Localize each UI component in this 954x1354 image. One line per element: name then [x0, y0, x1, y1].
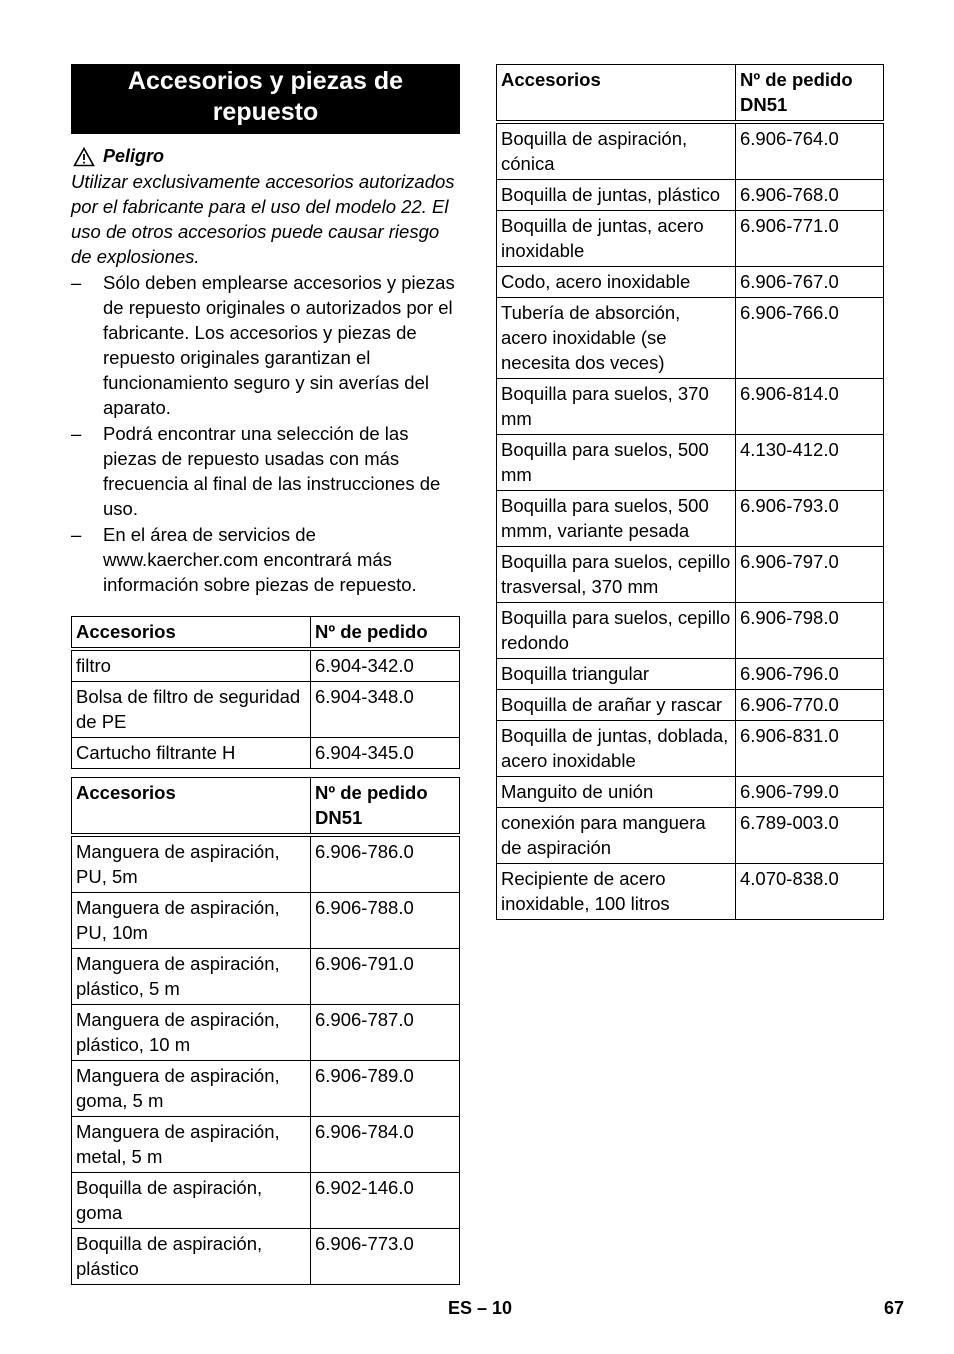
column-header-accessory: Accesorios: [72, 617, 311, 650]
table-row: [72, 949, 460, 1005]
order-number-cell: 6.906-814.0: [736, 379, 884, 435]
order-number-cell: 6.906-767.0: [736, 267, 884, 298]
column-header-accessory: Accesorios: [72, 778, 311, 836]
nozzles-table: [496, 64, 884, 920]
accessory-name-cell: Boquilla para suelos, 370 mm: [497, 379, 736, 435]
table-row: [72, 1061, 460, 1117]
table-row: [72, 1005, 460, 1061]
accessory-name-cell: Boquilla de arañar y rascar: [497, 690, 736, 721]
accessory-name-cell: Manguera de aspiración, plástico, 10 m: [72, 1005, 311, 1061]
table-row: [72, 893, 460, 949]
list-item: [71, 522, 460, 597]
accessory-name-cell: Manguera de aspiración, plástico, 5 m: [72, 949, 311, 1005]
table-row: [72, 738, 460, 769]
order-number-cell: 6.906-773.0: [311, 1229, 460, 1285]
table-row: [497, 659, 884, 690]
list-item: [71, 270, 460, 420]
accessory-name-cell: conexión para manguera de aspiración: [497, 808, 736, 864]
accessory-name-cell: Manguera de aspiración, PU, 10m: [72, 893, 311, 949]
order-number-cell: 6.906-791.0: [311, 949, 460, 1005]
column-header-order-number: Nº de pedido: [311, 617, 460, 650]
accessory-name-cell: Boquilla de juntas, acero inoxidable: [497, 211, 736, 267]
table-row: [497, 690, 884, 721]
warning-triangle-icon: [73, 147, 95, 167]
order-number-cell: 6.904-342.0: [311, 649, 460, 682]
table-row: [497, 603, 884, 659]
order-number-cell: 6.906-788.0: [311, 893, 460, 949]
table-row: [497, 122, 884, 180]
section-heading: Accesorios y piezas de repuesto: [71, 64, 460, 134]
danger-label-row: [71, 144, 460, 169]
table-row: [72, 649, 460, 682]
accessory-name-cell: filtro: [72, 649, 311, 682]
order-number-cell: 4.130-412.0: [736, 435, 884, 491]
table-row: [497, 547, 884, 603]
list-item-text: Podrá encontrar una selección de las piezas de repuesto usadas con más frecuencia al final de las instrucciones de uso.: [103, 423, 441, 519]
column-header-order-number: Nº de pedido DN51: [311, 778, 460, 836]
order-number-cell: 6.906-766.0: [736, 298, 884, 379]
danger-label: Peligro: [103, 146, 165, 166]
column-header-accessory: Accesorios: [497, 65, 736, 123]
table-row: [72, 835, 460, 893]
dash-bullet: –: [71, 272, 82, 293]
order-number-cell: 6.906-784.0: [311, 1117, 460, 1173]
order-number-cell: 6.906-798.0: [736, 603, 884, 659]
order-number-cell: 6.906-831.0: [736, 721, 884, 777]
accessory-name-cell: Boquilla de juntas, doblada, acero inoxidable: [497, 721, 736, 777]
table-row: [72, 1117, 460, 1173]
accessory-name-cell: Bolsa de filtro de seguridad de PE: [72, 682, 311, 738]
table-row: [497, 180, 884, 211]
order-number-cell: 6.906-770.0: [736, 690, 884, 721]
list-item-text: En el área de servicios de www.kaercher.com encontrará más información sobre piezas de repuesto.: [103, 524, 417, 595]
accessory-name-cell: Manguera de aspiración, metal, 5 m: [72, 1117, 311, 1173]
order-number-cell: 6.906-764.0: [736, 122, 884, 180]
filters-table: [71, 616, 460, 769]
right-column: [496, 64, 884, 920]
table-row: [497, 491, 884, 547]
footer-section-page: ES – 10: [448, 1298, 513, 1318]
list-item-text: Sólo deben emplearse accesorios y piezas de repuesto originales o autorizados por el fabricante. Los accesorios y piezas de repuesto originales garantizan el funcionamiento seguro y sin averías del aparato.: [103, 272, 455, 418]
accessory-name-cell: Manguera de aspiración, PU, 5m: [72, 835, 311, 893]
order-number-cell: 4.070-838.0: [736, 864, 884, 920]
list-item: [71, 421, 460, 521]
table-row: [72, 682, 460, 738]
table-row: [497, 211, 884, 267]
accessory-name-cell: Manguera de aspiración, goma, 5 m: [72, 1061, 311, 1117]
accessory-name-cell: Boquilla para suelos, cepillo trasversal, 370 mm: [497, 547, 736, 603]
accessory-name-cell: Boquilla para suelos, cepillo redondo: [497, 603, 736, 659]
accessory-name-cell: Boquilla para suelos, 500 mmm, variante pesada: [497, 491, 736, 547]
table-row: [497, 808, 884, 864]
order-number-cell: 6.906-793.0: [736, 491, 884, 547]
accessory-name-cell: Boquilla de aspiración, cónica: [497, 122, 736, 180]
notes-list: [71, 270, 460, 597]
table-row: [497, 379, 884, 435]
accessory-name-cell: Tubería de absorción, acero inoxidable (se necesita dos veces): [497, 298, 736, 379]
table-row: [497, 435, 884, 491]
order-number-cell: 6.906-789.0: [311, 1061, 460, 1117]
accessory-name-cell: Recipiente de acero inoxidable, 100 litros: [497, 864, 736, 920]
order-number-cell: 6.904-345.0: [311, 738, 460, 769]
order-number-cell: 6.906-799.0: [736, 777, 884, 808]
table-row: [497, 267, 884, 298]
dash-bullet: –: [71, 423, 82, 444]
hoses-table: [71, 777, 460, 1285]
table-row: [497, 777, 884, 808]
table-row: [497, 298, 884, 379]
order-number-cell: 6.906-771.0: [736, 211, 884, 267]
accessory-name-cell: Manguito de unión: [497, 777, 736, 808]
accessory-name-cell: Boquilla de juntas, plástico: [497, 180, 736, 211]
footer-page-number: 67: [884, 1298, 905, 1318]
accessory-name-cell: Boquilla de aspiración, plástico: [72, 1229, 311, 1285]
accessory-name-cell: Codo, acero inoxidable: [497, 267, 736, 298]
accessory-name-cell: Boquilla para suelos, 500 mm: [497, 435, 736, 491]
order-number-cell: 6.902-146.0: [311, 1173, 460, 1229]
order-number-cell: 6.789-003.0: [736, 808, 884, 864]
left-column: [71, 64, 460, 1285]
dash-bullet: –: [71, 524, 82, 545]
column-header-order-number: Nº de pedido DN51: [736, 65, 884, 123]
accessory-name-cell: Boquilla triangular: [497, 659, 736, 690]
accessory-name-cell: Cartucho filtrante H: [72, 738, 311, 769]
table-row: [497, 864, 884, 920]
table-row: [72, 1173, 460, 1229]
order-number-cell: 6.906-796.0: [736, 659, 884, 690]
order-number-cell: 6.904-348.0: [311, 682, 460, 738]
order-number-cell: 6.906-787.0: [311, 1005, 460, 1061]
accessory-name-cell: Boquilla de aspiración, goma: [72, 1173, 311, 1229]
order-number-cell: 6.906-786.0: [311, 835, 460, 893]
table-row: [72, 1229, 460, 1285]
order-number-cell: 6.906-768.0: [736, 180, 884, 211]
table-row: [497, 721, 884, 777]
danger-text: Utilizar exclusivamente accesorios autorizados por el fabricante para el uso del modelo 22. El uso de otros accesorios puede causar riesgo de explosiones.: [71, 171, 455, 267]
order-number-cell: 6.906-797.0: [736, 547, 884, 603]
